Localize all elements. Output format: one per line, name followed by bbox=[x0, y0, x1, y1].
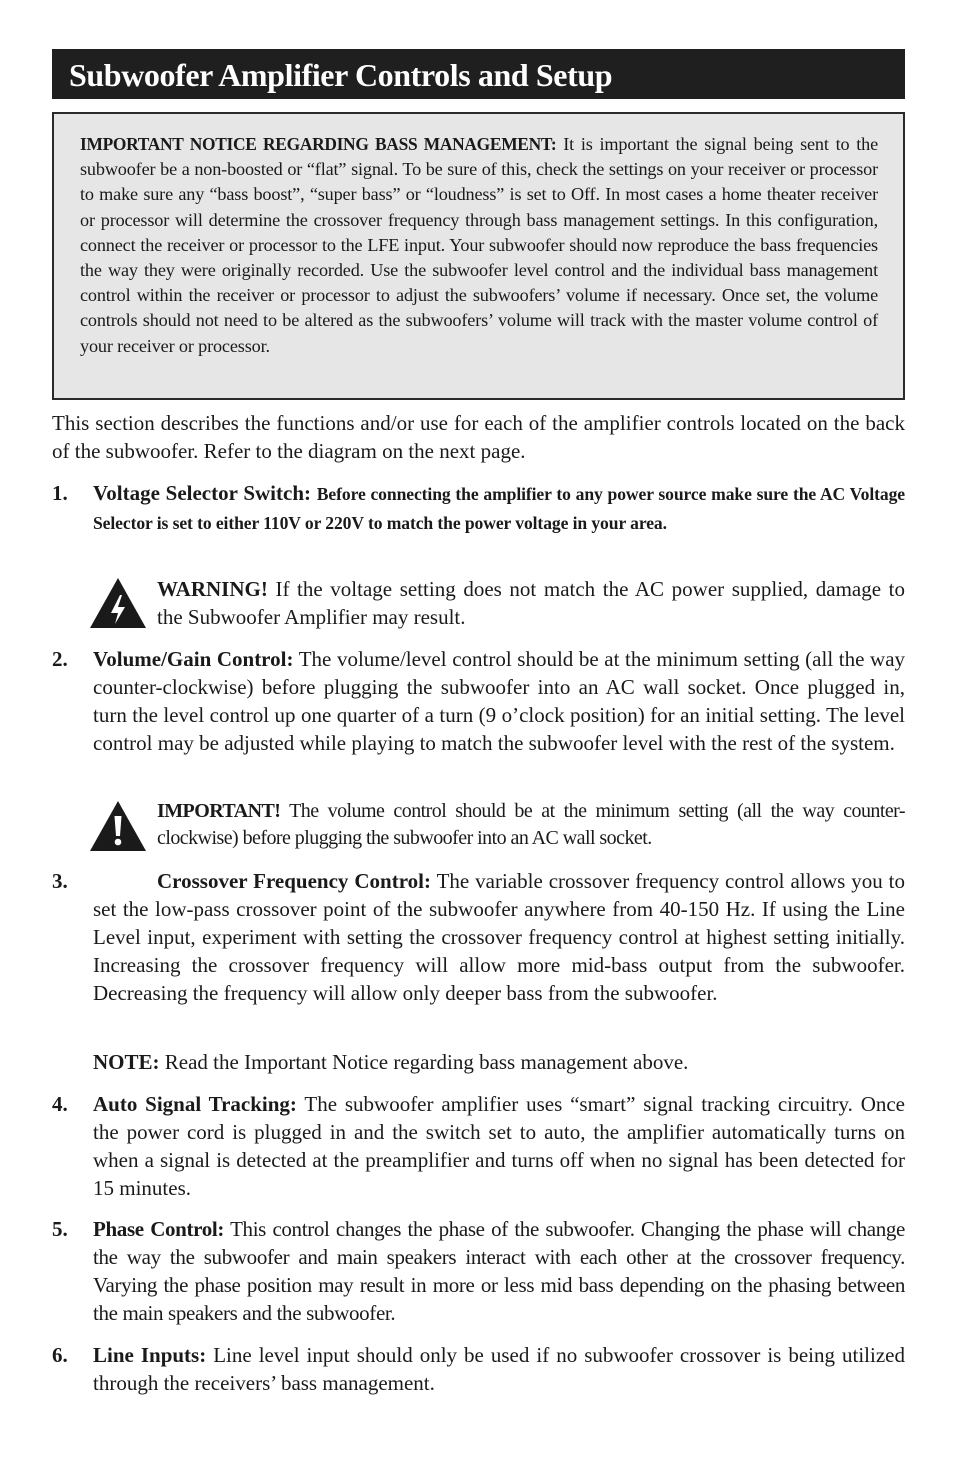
list-item-volume-gain bbox=[52, 645, 905, 757]
important-text: The volume control should be at the minimum setting (all the way counter-clockwise) before plugging the subwoofer into an AC wall socket. bbox=[157, 800, 906, 849]
item-text: The volume/level control should be at the minimum setting (all the way counter-clockwise) before plugging the subwoofer into an AC wall socket. Once plugged in, turn the level control up one quarter of a turn (9 o’clock position) for an initial setting. The level control may be adjusted while playing to match the subwoofer level with the rest of the system. bbox=[93, 647, 906, 755]
item-number: 1. bbox=[52, 481, 68, 505]
list-item-crossover-frequency bbox=[52, 867, 905, 1007]
warning-text: If the voltage setting does not match the AC power supplied, damage to the Subwoofer Amplifier may result. bbox=[157, 577, 906, 629]
section-title-bar bbox=[52, 49, 905, 99]
item-number: 6. bbox=[52, 1343, 68, 1367]
note-text: Read the Important Notice regarding bass management above. bbox=[164, 1050, 689, 1074]
item-text: Line level input should only be used if no subwoofer crossover is being utilized through the receivers’ bass management. bbox=[93, 1343, 905, 1395]
list-item-phase-control bbox=[52, 1215, 905, 1327]
item-label: Volume/Gain Control: bbox=[93, 647, 294, 671]
item-number: 2. bbox=[52, 647, 68, 671]
note-label: NOTE: bbox=[93, 1050, 160, 1074]
item-number: 3. bbox=[52, 869, 68, 893]
item-text: The subwoofer amplifier uses “smart” signal tracking circuitry. Once the power cord is plugged in and the switch set to auto, the amplifier automatically turns on when a signal is detected at the preamplifier and turns off when no signal has been detected for 15 minutes. bbox=[93, 1092, 906, 1200]
item-number: 4. bbox=[52, 1092, 68, 1116]
notice-text: It is important the signal being sent to the subwoofer be a non-boosted or “flat” signal. To be sure of this, check the settings on your receiver or processor to make sure any “bass boost”, “super bass” or “loudness” is set to Off. In most cases a home theater receiver or processor will determine the crossover frequency through bass management settings. In this configuration, connect the receiver or processor to the LFE input. Your subwoofer should now reproduce the bass frequencies the way they were originally recorded. Use the subwoofer level control and the individual bass management control within the receiver or processor to adjust the subwoofers’ volume if necessary. Once set, the volume controls should not need to be altered as the subwoofers’ volume will track with the master volume control of your receiver or processor. bbox=[80, 134, 879, 356]
warning-label: WARNING! bbox=[157, 577, 268, 601]
item-label: Line Inputs: bbox=[93, 1343, 207, 1367]
intro-paragraph: This section describes the functions and/or use for each of the amplifier controls located on the back of the subwoofer. Refer to the diagram on the next page. bbox=[52, 411, 905, 463]
item-label: Phase Control: bbox=[93, 1217, 224, 1241]
list-item-auto-signal-tracking bbox=[52, 1090, 905, 1202]
notice-heading: IMPORTANT NOTICE REGARDING BASS MANAGEMENT: bbox=[80, 134, 557, 154]
item-number: 5. bbox=[52, 1217, 68, 1241]
bass-management-notice bbox=[52, 112, 905, 400]
item-label: Auto Signal Tracking: bbox=[93, 1092, 297, 1116]
warning-callout bbox=[93, 575, 905, 631]
exclamation-warning-icon bbox=[89, 800, 147, 852]
important-label: IMPORTANT! bbox=[157, 800, 281, 822]
important-callout bbox=[93, 798, 905, 852]
list-item-line-inputs bbox=[52, 1341, 905, 1397]
list-item-voltage-selector bbox=[52, 479, 905, 537]
item-text: The variable crossover frequency control allows you to set the low-pass crossover point of the subwoofer anywhere from 40-150 Hz. If using the Line Level input, experiment with setting the crossover frequency control at highest setting initially. Increasing the crossover frequency will allow more mid-bass output from the subwoofer. Decreasing the frequency will allow only deeper bass from the subwoofer. bbox=[93, 869, 906, 1005]
item-text: Before connecting the amplifier to any power source make sure the AC Voltage Selector is set to either 110V or 220V to match the power voltage in your area. bbox=[93, 484, 905, 533]
page-title: Subwoofer Amplifier Controls and Setup bbox=[69, 57, 613, 93]
lightning-warning-icon bbox=[89, 577, 147, 629]
note-line bbox=[93, 1048, 688, 1076]
item-text: This control changes the phase of the subwoofer. Changing the phase will change the way the subwoofer and main speakers interact with each other at the crossover frequency. Varying the phase position may result in more or less mid bass depending on the phasing between the main speakers and the subwoofer. bbox=[93, 1217, 905, 1325]
item-label: Crossover Frequency Control: bbox=[157, 869, 431, 893]
item-label: Voltage Selector Switch: bbox=[93, 481, 311, 505]
